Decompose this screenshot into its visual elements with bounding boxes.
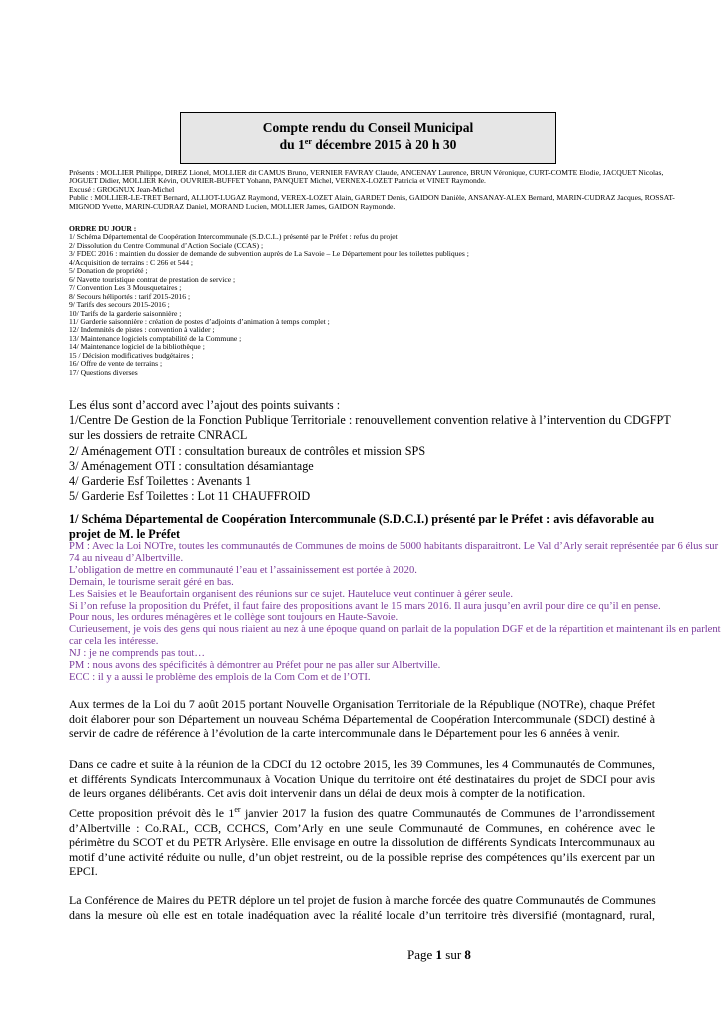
paragraph-line: d’Albertville : Co.RAL, CCB, CCHCS, Com’Arly en une seule Communauté de Communes, en cohérence avec le xyxy=(69,820,655,835)
discussion-line: Si l’on refuse la proposition du Préfet, il faut faire des propositions avant le 15 mars 2016. Il aura jusqu’en avril pour dire ce qu’il en pense. xyxy=(69,600,661,612)
attendance-line: MIGNOD Yvette, MARIN-CUDRAZ Daniel, MORAND Lucien, MOLLIER James, GAIDON Raymonde. xyxy=(69,201,396,211)
agenda-item: 13/ Maintenance logiciels comptabilité de la Commune ; xyxy=(69,333,242,343)
agenda-item: 7/ Convention Les 3 Mousquetaires ; xyxy=(69,283,182,293)
agenda-item: 16/ Offre de vente de terrains ; xyxy=(69,359,163,369)
agenda-item: 14/ Maintenance logiciel de la bibliothèque ; xyxy=(69,342,205,352)
paragraph-line: motif d’une activité réduite ou nulle, d’un objet restreint, ou de la possible reprise des compétences qu’ils exercent par un xyxy=(69,849,655,864)
addition-item: 4/ Garderie Esf Toilettes : Avenants 1 xyxy=(69,474,252,489)
document-title: Compte rendu du Conseil Municipal xyxy=(262,120,474,135)
addition-item: 3/ Aménagement OTI : consultation désamiantage xyxy=(69,458,314,473)
agenda-item: 17/ Questions diverses xyxy=(69,367,138,377)
discussion-line: L’obligation de mettre en communauté l’eau et l’assainissement est portée à 2020. xyxy=(69,564,417,576)
paragraph-line: périmètre du SCOT et du PETR Arlysère. Elle envisage en outre la dissolution de différents Syndicats Intercommunaux au xyxy=(69,835,655,850)
addition-item: 2/ Aménagement OTI : consultation bureaux de contrôles et mission SPS xyxy=(69,443,426,458)
agenda-item: 9/ Tarifs des secours 2015-2016 ; xyxy=(69,300,170,310)
paragraph-line: EPCI. xyxy=(69,864,98,879)
discussion-line: Les Saisies et le Beaufortain organisent des réunions sur ce sujet. Hauteluce veut continuer à gérer seule. xyxy=(69,588,514,600)
agenda-item: 15 / Décision modificatives budgétaires ; xyxy=(69,350,194,360)
discussion-line: NJ : je ne comprends pas tout… xyxy=(69,648,205,660)
attendance-line: Excusé : GROGNUX Jean-Michel xyxy=(69,184,175,194)
page-footer: Page 1 sur 8 xyxy=(407,947,471,962)
document-date: du 1er décembre 2015 à 20 h 30 xyxy=(279,137,457,152)
addition-item: 5/ Garderie Esf Toilettes : Lot 11 CHAUFFROID xyxy=(69,489,311,504)
paragraph xyxy=(69,893,655,922)
paragraph-line: doit élaborer pour son Département un nouveau Schéma Départemental de Coopération Intercommunale (SDCI) destiné à xyxy=(69,711,655,726)
agenda-item: 8/ Secours héliportés : tarif 2015-2016 ; xyxy=(69,291,191,301)
paragraph-line: Dans ce cadre et suite à la réunion de la CDCI du 12 octobre 2015, les 39 Communes, les 4 Communautés de Communes, xyxy=(69,757,655,771)
attendance-list xyxy=(69,168,675,211)
paragraph-line: Cette proposition prévoit dès le 1er janvier 2017 la fusion des quatre Communautés de Communes de l’arrondissement xyxy=(69,805,655,820)
paragraph-line: dans la mesure où elle est en totale inadéquation avec la réalité locale d’un territoire très diversifié (montagnard, rural, xyxy=(69,907,655,922)
agenda-item: 2/ Dissolution du Centre Communal d’Action Sociale (CCAS) ; xyxy=(69,240,264,250)
agenda-item: 6/ Navette touristique contrat de prestation de service ; xyxy=(69,274,236,284)
agenda-item: 1/ Schéma Départemental de Coopération Intercommunale (S.D.C.I..) présenté par le Préfet : refus du projet xyxy=(69,232,398,242)
addition-item: sur les dossiers de retraite CNRACL xyxy=(69,428,248,443)
agenda-heading: ORDRE DU JOUR : xyxy=(69,224,137,233)
attendance-line: JOGUET Didier, MOLLIER Kévin, OUVRIER-BUFFET Yohann, PANQUET Michel, VERNEX-LOZET Patricia et VINET Raymonde. xyxy=(69,176,486,186)
agenda-item: 12/ Indemnités de pistes : convention à valider ; xyxy=(69,325,215,335)
paragraph-line: Aux termes de la Loi du 7 août 2015 portant Nouvelle Organisation Territoriale de la République (NOTRe), chaque Préfet xyxy=(69,697,655,711)
additions-intro: Les élus sont d’accord avec l’ajout des points suivants : xyxy=(69,398,341,412)
paragraph-line: servir de cadre de référence à l’évolution de la carte intercommunale dans le Département pour les 6 années à venir. xyxy=(69,726,620,741)
discussion-line: PM : nous avons des spécificités à démontrer au Préfet pour ne pas aller sur Albertville. xyxy=(69,660,441,672)
discussion-line: Pour nous, les ordures ménagères et le collège sont toujours en Haute-Savoie. xyxy=(69,612,399,624)
attendance-line: Présents : MOLLIER Philippe, DIREZ Lionel, MOLLIER dit CAMUS Bruno, VERNIER FAVRAY Claude, ANCENAY Laurence, BRUN Véronique, CURT-COMTE Elodie, JACQUET Nicolas, xyxy=(69,168,664,177)
agenda-item: 5/ Donation de propriété ; xyxy=(69,266,148,276)
paragraph-line: de leurs organes délibérants. Cet avis doit intervenir dans un délai de deux mois à compter de la notification. xyxy=(69,786,586,801)
discussion-line: PM : Avec la Loi NOTre, toutes les communautés de Communes de moins de 5000 habitants disparaitront. Le Val d’Arly serait représentée par 6 élus sur xyxy=(69,541,719,552)
agenda-item: 3/ FDEC 2016 : maintien du dossier de demande de subvention auprès de La Savoie – Le Département pour les toilettes publiques ; xyxy=(69,249,469,259)
agenda-item: 10/ Tarifs de la garderie saisonnière ; xyxy=(69,308,182,318)
paragraph-line: et différents Syndicats Intercommunaux à Vocation Unique du territoire ont été destinataires du projet de SDCI pour avis xyxy=(69,771,655,786)
paragraph xyxy=(69,697,655,741)
addition-item: 1/Centre De Gestion de la Fonction Publique Territoriale : renouvellement convention relative à l’intervention du CDGFPT xyxy=(69,413,671,428)
discussion-line: ECC : il y a aussi le problème des emplois de la Com Com et de l’OTI. xyxy=(69,671,371,683)
additional-points xyxy=(69,398,669,504)
agenda-item: 4/Acquisition de terrains : C 266 et 544 ; xyxy=(69,257,194,267)
discussion-line: Demain, le tourisme serait géré en bas. xyxy=(69,576,234,588)
attendance-line: Public : MOLLIER-LE-TRET Bernard, ALLIOT-LUGAZ Raymond, VEREX-LOZET Alain, GARDET Denis, GAIDON Danièle, ANSANAY-ALEX Bernard, MARIN-CUDRAZ Jacques, ROSSAT- xyxy=(69,193,675,203)
discussion-notes xyxy=(69,541,721,684)
agenda xyxy=(69,225,669,377)
paragraph xyxy=(69,806,655,879)
discussion-line: 74 au niveau d’Albertville. xyxy=(69,552,184,564)
page-total: 8 xyxy=(464,947,471,962)
page-number: 1 xyxy=(435,947,443,962)
agenda-item: 11/ Garderie saisonnière : création de postes d’adjoints d’animation à temps complet ; xyxy=(69,316,330,326)
document-title-box xyxy=(180,112,556,164)
discussion-line: Curieusement, je vois des gens qui nous riaient au nez à une époque quand on parlait de la population DGF et de la répartition et maintenant ils en parlent xyxy=(69,624,721,636)
discussion-line: car cela les intéresse. xyxy=(69,636,159,648)
section-heading: 1/ Schéma Départemental de Coopération Intercommunale (S.D.C.I.) présenté par le Préfet : avis défavorable au projet de M. le Préfet xyxy=(69,512,655,541)
paragraph-line: La Conférence de Maires du PETR déplore un tel projet de fusion à marche forcée des quatre Communautés de Communes xyxy=(69,893,656,907)
paragraph xyxy=(69,757,655,801)
